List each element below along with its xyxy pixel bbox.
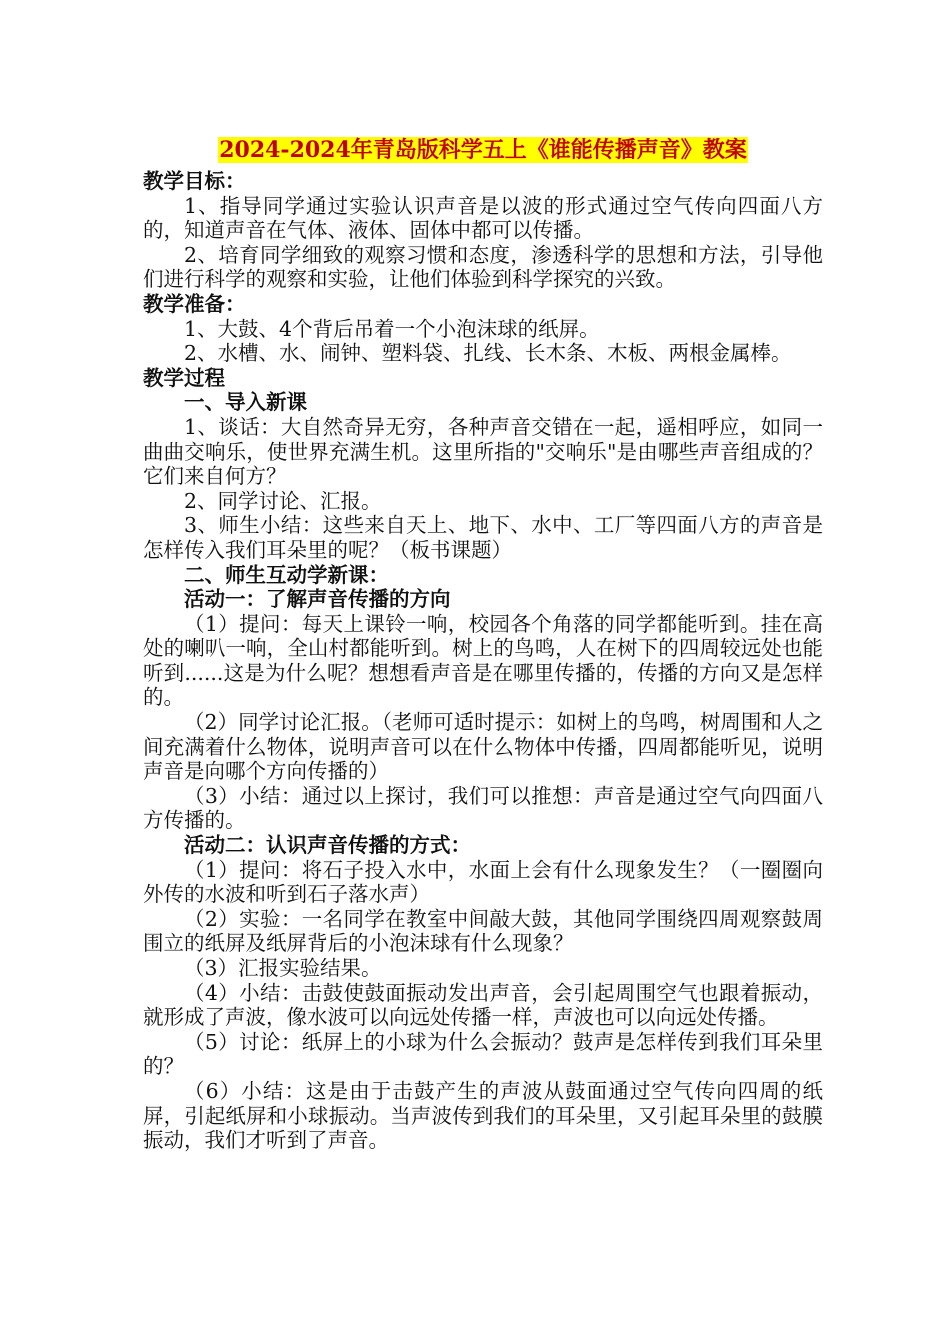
activity1-heading: 活动一：了解声音传播的方向 <box>184 587 451 612</box>
part1-item: 1、谈话：大自然奇异无穷，各种声音交错在一起，遥相呼应，如同一曲曲交响乐，使世界充满生机。这里所指的"交响乐"是由哪些声音组成的？它们来自何方？ <box>143 414 823 489</box>
document-body <box>143 135 823 1153</box>
activity1-item: （3）小结：通过以上探讨，我们可以推想：声音是通过空气向四面八方传播的。 <box>143 783 823 833</box>
part1-item: 2、同学讨论、汇报。 <box>184 488 382 513</box>
process-heading: 教学过程 <box>143 365 225 390</box>
activity2-item: （2）实验：一名同学在教室中间敲大鼓，其他同学围绕四周观察鼓周围立的纸屏及纸屏背后的小泡沫球有什么现象？ <box>143 906 823 956</box>
prep-heading: 教学准备： <box>143 291 246 316</box>
activity1-item: （1）提问：每天上课铃一响，校园各个角落的同学都能听到。挂在高处的喇叭一响，全山村都能听到。树上的鸟鸣，人在树下的四周较远处也能听到......这是为什么呢？想想看声音是在哪里传播的，传播的方向又是怎样的。 <box>143 611 823 710</box>
activity2-item: （6）小结：这是由于击鼓产生的声波从鼓面通过空气传向四周的纸屏，引起纸屏和小球振动。当声波传到我们的耳朵里，又引起耳朵里的鼓膜振动，我们才听到了声音。 <box>143 1078 823 1153</box>
goals-heading: 教学目标： <box>143 169 246 193</box>
activity2-item: （3）汇报实验结果。 <box>184 956 382 980</box>
prep-item: 1、大鼓、4个背后吊着一个小泡沫球的纸屏。 <box>184 316 600 341</box>
activity2-item: （4）小结：击鼓使鼓面振动发出声音，会引起周围空气也跟着振动，就形成了声波，像水波可以向远处传播一样，声波也可以向远处传播。 <box>143 980 823 1030</box>
activity2-item: （5）讨论：纸屏上的小球为什么会振动？鼓声是怎样传到我们耳朵里的？ <box>143 1029 823 1079</box>
activity2-heading: 活动二：认识声音传播的方式： <box>184 833 471 858</box>
goal-item: 1、指导同学通过实验认识声音是以波的形式通过空气传向四面八方的，知道声音在气体、液体、固体中都可以传播。 <box>143 193 823 243</box>
activity1-item: （2）同学讨论汇报。（老师可适时提示：如树上的鸟鸣，树周围和人之间充满着什么物体，说明声音可以在什么物体中传播，四周都能听见，说明声音是向哪个方向传播的） <box>143 710 823 784</box>
document-title: 2024-2024年青岛版科学五上《谁能传播声音》教案 <box>219 137 747 163</box>
part2-heading: 二、师生互动学新课： <box>184 562 389 587</box>
prep-item: 2、水槽、水、闹钟、塑料袋、扎线、长木条、木板、两根金属棒。 <box>184 341 792 366</box>
activity2-item: （1）提问：将石子投入水中，水面上会有什么现象发生？（一圈圈向外传的水波和听到石子落水声） <box>143 857 823 907</box>
goal-item: 2、培育同学细致的观察习惯和态度，渗透科学的思想和方法，引导他们进行科学的观察和实验，让他们体验到科学探究的兴致。 <box>143 242 823 292</box>
part1-heading: 一、导入新课 <box>184 390 307 415</box>
part1-item: 3、师生小结：这些来自天上、地下、水中、工厂等四面八方的声音是怎样传入我们耳朵里的呢？（板书课题） <box>143 513 823 562</box>
